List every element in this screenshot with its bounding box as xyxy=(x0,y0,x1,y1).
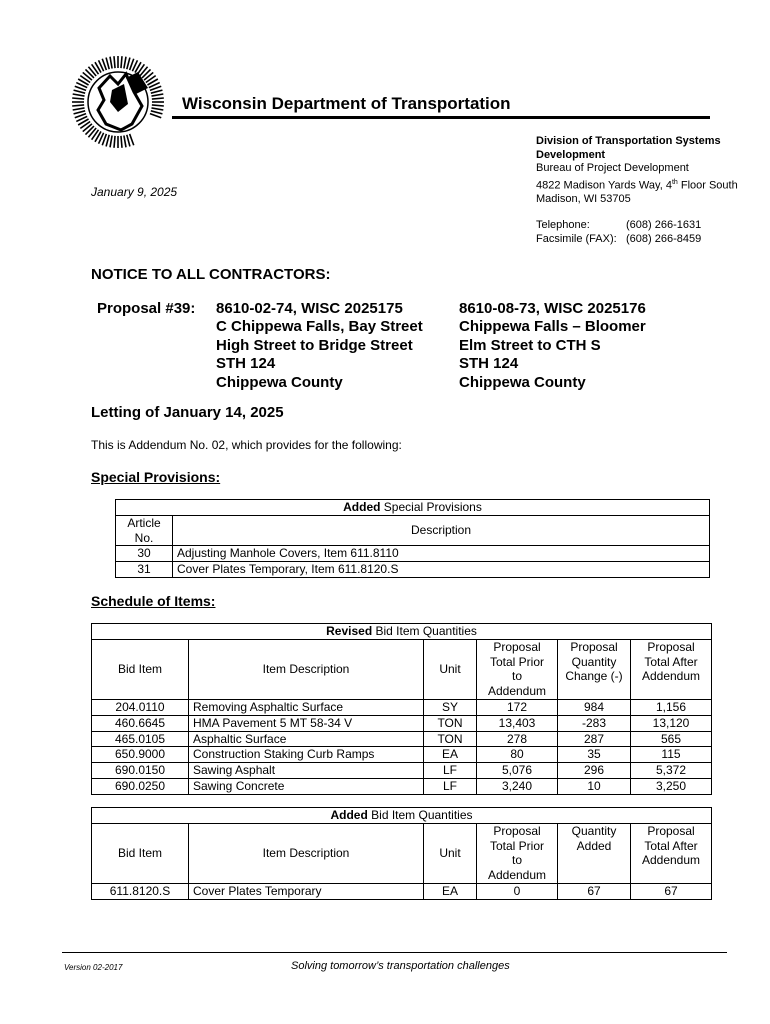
footer-divider xyxy=(62,952,727,953)
letting-date: Letting of January 14, 2025 xyxy=(91,404,284,421)
notice-title: NOTICE TO ALL CONTRACTORS: xyxy=(91,266,331,283)
col-header-unit: Unit xyxy=(424,639,477,699)
table-row: 460.6645 HMA Pavement 5 MT 58-34 V TON 13,403 -283 13,120 xyxy=(92,715,712,731)
addendum-text: This is Addendum No. 02, which provides for the following: xyxy=(91,438,402,452)
footer-slogan: Solving tomorrow’s transportation challenges xyxy=(291,960,510,972)
col-header-after: Proposal Total After Addendum xyxy=(631,639,712,699)
col-header-prior: Proposal Total Prior to Addendum xyxy=(477,823,558,883)
organization-title: Wisconsin Department of Transportation xyxy=(182,94,511,113)
table-caption: Revised Bid Item Quantities xyxy=(92,624,712,640)
contact-block xyxy=(536,135,761,246)
wisdot-seal-logo xyxy=(66,54,174,154)
schedule-heading: Schedule of Items: xyxy=(91,593,216,609)
table-row: 650.9000 Construction Staking Curb Ramps EA 80 35 115 xyxy=(92,747,712,763)
project-1: 8610-02-74, WISC 2025175 C Chippewa Falls, Bay Street High Street to Bridge Street STH 124 Chippewa County xyxy=(216,300,423,391)
fax-row: Facsimile (FAX): (608) 266-8459 xyxy=(536,232,702,245)
table-caption: Added Special Provisions xyxy=(116,500,710,516)
table-row: 611.8120.S Cover Plates Temporary EA 0 67 67 xyxy=(92,883,712,899)
table-row: 465.0105 Asphaltic Surface TON 278 287 565 xyxy=(92,731,712,747)
col-header-description: Item Description xyxy=(189,823,424,883)
table-row: 690.0150 Sawing Asphalt LF 5,076 296 5,372 xyxy=(92,763,712,779)
col-header-prior: Proposal Total Prior to Addendum xyxy=(477,639,558,699)
table-caption: Added Bid Item Quantities xyxy=(92,808,712,824)
col-header-added: Quantity Added xyxy=(558,823,631,883)
col-header-after: Proposal Total After Addendum xyxy=(631,823,712,883)
col-header-article: Article No. xyxy=(116,515,173,546)
project-2: 8610-08-73, WISC 2025176 Chippewa Falls – Bloomer Elm Street to CTH S STH 124 Chippewa County xyxy=(459,300,646,391)
division-line-1: Division of Transportation Systems xyxy=(536,135,721,147)
revised-quantities-table xyxy=(91,623,712,795)
col-header-description: Item Description xyxy=(189,639,424,699)
letter-date: January 9, 2025 xyxy=(91,185,178,199)
title-divider xyxy=(172,116,710,119)
col-header-bid-item: Bid Item xyxy=(92,823,189,883)
col-header-change: Proposal Quantity Change (-) xyxy=(558,639,631,699)
table-row: 690.0250 Sawing Concrete LF 3,240 10 3,250 xyxy=(92,778,712,794)
table-row: 31 Cover Plates Temporary, Item 611.8120.S xyxy=(116,562,710,578)
col-header-bid-item: Bid Item xyxy=(92,639,189,699)
address-line: 4822 Madison Yards Way, 4th Floor South xyxy=(536,178,738,192)
table-row: 30 Adjusting Manhole Covers, Item 611.8110 xyxy=(116,546,710,562)
added-quantities-table xyxy=(91,807,712,900)
telephone-row: Telephone: (608) 266-1631 xyxy=(536,219,702,232)
bureau-line: Bureau of Project Development xyxy=(536,162,689,174)
special-provisions-table xyxy=(115,499,710,578)
col-header-description: Description xyxy=(173,515,710,546)
table-row: 204.0110 Removing Asphaltic Surface SY 172 984 1,156 xyxy=(92,699,712,715)
division-line-2: Development xyxy=(536,148,606,161)
col-header-unit: Unit xyxy=(424,823,477,883)
city-line: Madison, WI 53705 xyxy=(536,192,631,205)
version-label: Version 02-2017 xyxy=(64,963,123,972)
special-provisions-heading: Special Provisions: xyxy=(91,469,221,485)
proposal-label: Proposal #39: xyxy=(97,300,196,317)
